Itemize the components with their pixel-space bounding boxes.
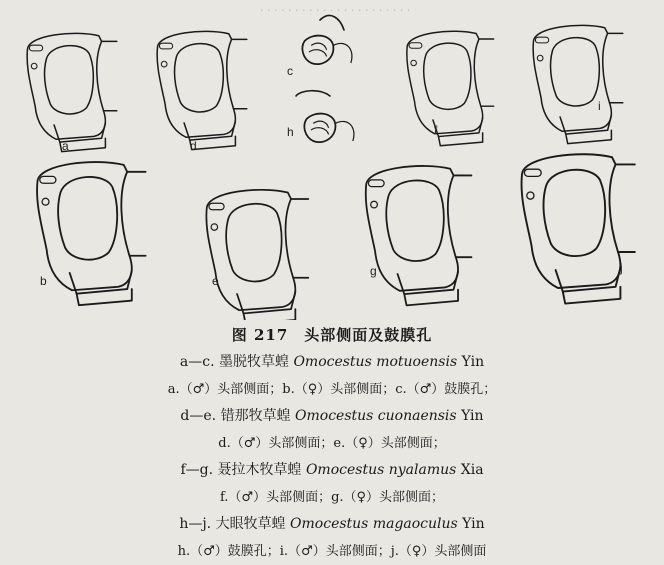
species-detail-3: f.（♂）头部侧面；g.（♀）头部侧面；	[219, 490, 445, 505]
species-latin-name: Omocestus nyalamus	[305, 462, 457, 478]
panel-h-label: h	[287, 125, 294, 139]
panel-h	[287, 91, 354, 142]
species-line-2	[0, 403, 664, 430]
species-range: f—g.	[180, 462, 214, 478]
panel-g-label: g	[370, 264, 377, 278]
panel-c-label: c	[287, 64, 293, 78]
panel-f	[407, 31, 494, 146]
species-range: d—e.	[180, 408, 217, 424]
species-range: h—j.	[179, 516, 212, 532]
panel-i-label: i	[598, 99, 601, 113]
species-detail-4: h.（♂）鼓膜孔；i.（♂）头部侧面；j.（♀）头部侧面	[177, 544, 487, 559]
panel-g	[366, 166, 472, 305]
species-cn-name: 大眼牧草蝗	[215, 516, 286, 532]
caption-title: 图 217 头部侧面及鼓膜孔	[231, 326, 433, 344]
panel-j-label: j	[620, 261, 623, 275]
species-latin-name: Omocestus motuoensis	[293, 354, 458, 370]
species-author: Xia	[460, 462, 484, 478]
panel-i	[533, 25, 623, 143]
species-detail-2: d.（♂）头部侧面；e.（♀）头部侧面；	[218, 436, 446, 451]
panel-a	[27, 33, 117, 153]
species-cn-name: 聂拉木牧草蝗	[217, 462, 302, 478]
species-cn-name: 墨脱牧草蝗	[218, 354, 289, 370]
species-range: a—c.	[179, 354, 215, 370]
panel-c	[287, 15, 352, 78]
panel-j	[522, 154, 635, 303]
species-author: Yin	[461, 408, 484, 424]
panel-b	[37, 162, 146, 305]
species-line-1	[0, 349, 664, 376]
panel-e	[206, 190, 308, 320]
species-detail-1: a.（♂）头部侧面；b.（♀）头部侧面；c.（♂）鼓膜孔；	[167, 382, 497, 397]
panel-a-label: a	[62, 139, 69, 153]
panel-e-label: e	[212, 274, 219, 288]
species-cn-name: 错那牧草蝗	[220, 408, 291, 424]
species-latin-name: Omocestus magaoculus	[290, 516, 458, 532]
species-author: Yin	[461, 354, 485, 370]
species-author: Yin	[462, 516, 485, 532]
species-line-4	[0, 511, 664, 538]
background-texture: · · · · · · · · · · · · · · · · · · · · · ·	[260, 4, 411, 17]
panel-d	[157, 31, 247, 153]
figure-caption	[0, 322, 664, 565]
panel-d-label: d	[190, 139, 197, 153]
species-line-3	[0, 457, 664, 484]
species-latin-name: Omocestus cuonaensis	[295, 408, 457, 424]
panel-f-label: f	[434, 123, 438, 137]
panel-b-label: b	[40, 274, 47, 288]
